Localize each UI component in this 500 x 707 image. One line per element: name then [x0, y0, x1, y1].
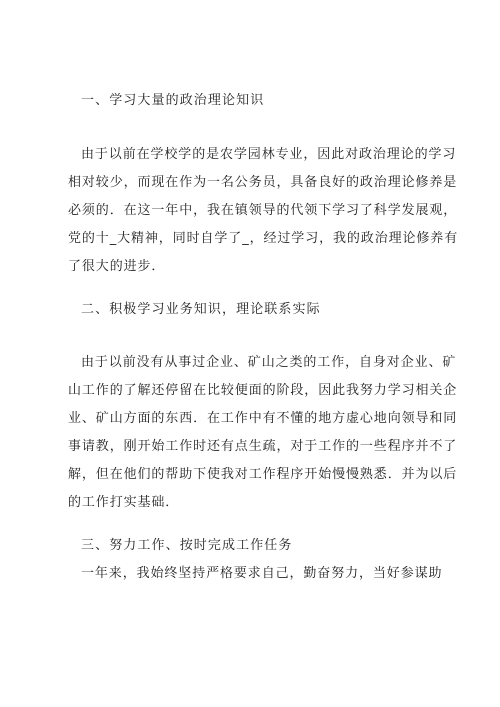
paragraph-line: 解，但在他们的帮助下使我对工作程序开始慢慢熟悉．并为以后	[68, 467, 458, 482]
section-2-paragraph	[68, 349, 468, 517]
section-3-paragraph	[68, 560, 468, 588]
paragraph-line: 由于以前没有从事过企业、矿山之类的工作，自身对企业、矿	[81, 355, 457, 370]
paragraph-line: 的工作打实基础．	[68, 495, 180, 510]
section-1-paragraph	[68, 141, 468, 281]
paragraph-line: 山工作的了解还停留在比较便面的阶段，因此我努力学习相关企	[68, 383, 458, 398]
paragraph-line: 了很大的进步．	[68, 259, 166, 274]
paragraph-line: 相对较少，而现在作为一名公务员，具备良好的政治理论修养是	[68, 175, 458, 190]
paragraph-line: 业、矿山方面的东西．在工作中有不懂的地方虚心地向领导和同	[68, 411, 458, 426]
paragraph-line: 一年来，我始终坚持严格要求自己，勤奋努力，当好参谋助	[81, 566, 443, 581]
paragraph-line: 必须的．在这一年中，我在镇领导的代领下学习了科学发展观，	[68, 203, 458, 218]
section-3-heading: 三、努力工作、按时完成工作任务	[81, 538, 293, 553]
section-1-heading: 一、学习大量的政治理论知识	[81, 93, 265, 108]
paragraph-line: 党的十_大精神，同时自学了_，经过学习，我的政治理论修养有	[68, 231, 459, 246]
paragraph-line: 由于以前在学校学的是农学园林专业，因此对政治理论的学习	[81, 147, 457, 162]
paragraph-line: 事请教，刚开始工作时还有点生疏，对于工作的一些程序并不了	[68, 439, 458, 454]
section-2-heading: 二、积极学习业务知识，理论联系实际	[81, 302, 321, 317]
